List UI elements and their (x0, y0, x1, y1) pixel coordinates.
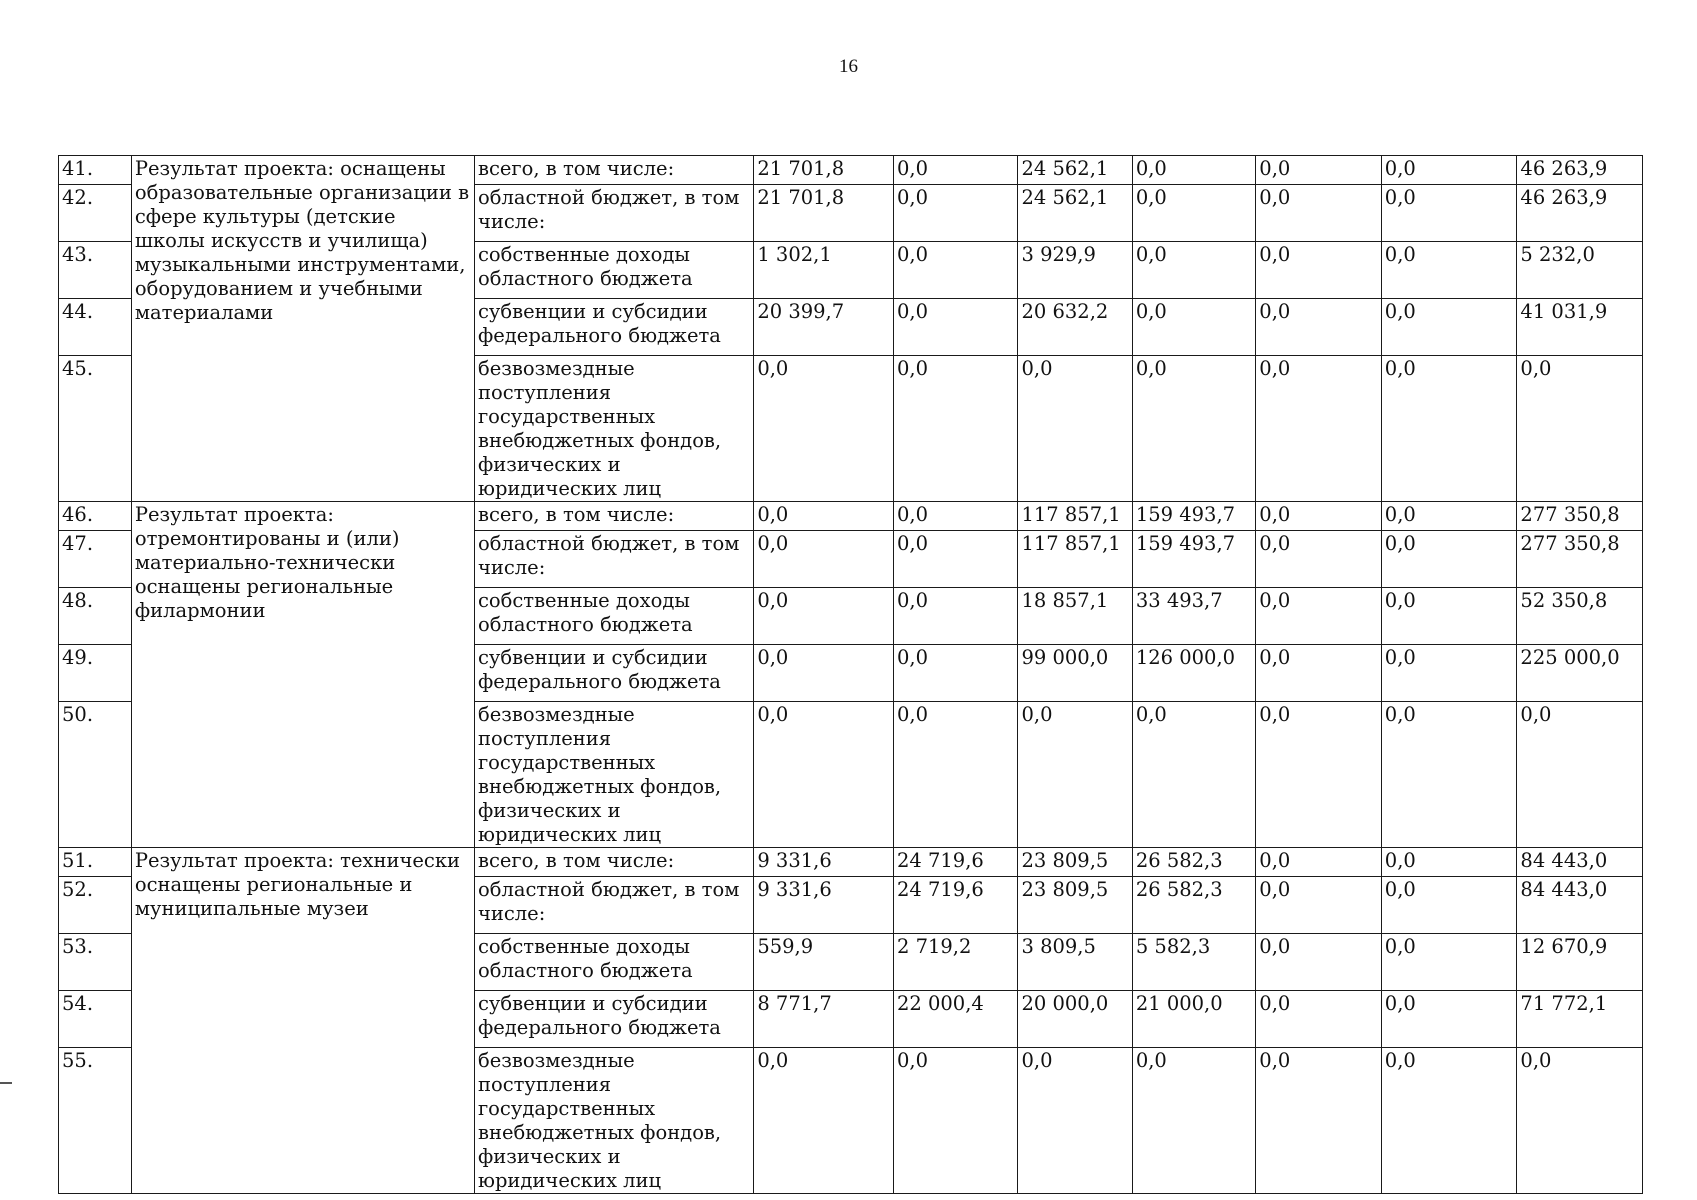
amount-cell: 41 031,9 (1517, 299, 1643, 356)
amount-cell: 18 857,1 (1018, 588, 1132, 645)
funding-source-label: областной бюджет, в том числе: (474, 877, 753, 934)
amount-cell: 0,0 (1132, 185, 1255, 242)
page-number: 16 (839, 56, 858, 77)
amount-cell: 0,0 (1381, 531, 1517, 588)
amount-cell: 33 493,7 (1132, 588, 1255, 645)
amount-cell: 0,0 (1381, 645, 1517, 702)
amount-cell: 0,0 (1381, 242, 1517, 299)
amount-cell: 0,0 (1018, 356, 1132, 502)
funding-source-label: собственные доходы областного бюджета (474, 242, 753, 299)
amount-cell: 21 701,8 (754, 156, 894, 185)
amount-cell: 26 582,3 (1132, 877, 1255, 934)
amount-cell: 0,0 (1256, 356, 1382, 502)
row-number: 50. (59, 702, 132, 848)
amount-cell: 0,0 (754, 645, 894, 702)
row-number: 46. (59, 502, 132, 531)
amount-cell: 0,0 (893, 356, 1017, 502)
amount-cell: 24 719,6 (893, 848, 1017, 877)
funding-source-label: областной бюджет, в том числе: (474, 531, 753, 588)
row-number: 53. (59, 934, 132, 991)
amount-cell: 0,0 (754, 356, 894, 502)
amount-cell: 2 719,2 (893, 934, 1017, 991)
amount-cell: 26 582,3 (1132, 848, 1255, 877)
amount-cell: 0,0 (754, 531, 894, 588)
amount-cell: 0,0 (1381, 185, 1517, 242)
amount-cell: 0,0 (1256, 1048, 1382, 1194)
amount-cell: 159 493,7 (1132, 531, 1255, 588)
amount-cell: 117 857,1 (1018, 502, 1132, 531)
funding-source-label: всего, в том числе: (474, 848, 753, 877)
amount-cell: 0,0 (1256, 645, 1382, 702)
row-number: 41. (59, 156, 132, 185)
amount-cell: 21 701,8 (754, 185, 894, 242)
amount-cell: 0,0 (1517, 356, 1643, 502)
project-result-cell: Результат проекта: оснащены образовательные организации в сфере культуры (детские школы искусств и училища) музыкальными инструментами, оборудованием и учебными материалами (131, 156, 474, 502)
amount-cell: 23 809,5 (1018, 848, 1132, 877)
amount-cell: 46 263,9 (1517, 185, 1643, 242)
amount-cell: 22 000,4 (893, 991, 1017, 1048)
amount-cell: 20 399,7 (754, 299, 894, 356)
amount-cell: 0,0 (893, 588, 1017, 645)
row-number: 54. (59, 991, 132, 1048)
amount-cell: 0,0 (1381, 934, 1517, 991)
amount-cell: 0,0 (754, 1048, 894, 1194)
amount-cell: 0,0 (893, 531, 1017, 588)
amount-cell: 0,0 (1381, 156, 1517, 185)
amount-cell: 12 670,9 (1517, 934, 1643, 991)
amount-cell: 0,0 (1132, 702, 1255, 848)
amount-cell: 117 857,1 (1018, 531, 1132, 588)
project-result-cell: Результат проекта: технически оснащены региональные и муниципальные музеи (131, 848, 474, 1194)
amount-cell: 0,0 (893, 502, 1017, 531)
amount-cell: 0,0 (1256, 502, 1382, 531)
amount-cell: 0,0 (1132, 299, 1255, 356)
amount-cell: 0,0 (1256, 185, 1382, 242)
funding-source-label: безвозмездные поступления государственных внебюджетных фондов, физических и юридических лиц (474, 356, 753, 502)
amount-cell: 0,0 (1256, 934, 1382, 991)
amount-cell: 0,0 (1256, 242, 1382, 299)
row-number: 43. (59, 242, 132, 299)
amount-cell: 5 232,0 (1517, 242, 1643, 299)
row-number: 42. (59, 185, 132, 242)
funding-source-label: безвозмездные поступления государственных внебюджетных фондов, физических и юридических лиц (474, 702, 753, 848)
amount-cell: 0,0 (893, 702, 1017, 848)
amount-cell: 0,0 (1256, 877, 1382, 934)
amount-cell: 24 562,1 (1018, 185, 1132, 242)
amount-cell: 84 443,0 (1517, 848, 1643, 877)
amount-cell: 277 350,8 (1517, 502, 1643, 531)
amount-cell: 0,0 (893, 299, 1017, 356)
amount-cell: 5 582,3 (1132, 934, 1255, 991)
project-result-cell: Результат проекта: отремонтированы и (или) материально-технически оснащены региональные филармонии (131, 502, 474, 848)
row-number: 49. (59, 645, 132, 702)
funding-source-label: субвенции и субсидии федерального бюджета (474, 299, 753, 356)
amount-cell: 24 719,6 (893, 877, 1017, 934)
amount-cell: 0,0 (1256, 156, 1382, 185)
budget-table (58, 155, 1643, 1194)
amount-cell: 0,0 (1256, 588, 1382, 645)
amount-cell: 0,0 (893, 1048, 1017, 1194)
row-number: 44. (59, 299, 132, 356)
amount-cell: 0,0 (1132, 356, 1255, 502)
amount-cell: 1 302,1 (754, 242, 894, 299)
amount-cell: 0,0 (1381, 991, 1517, 1048)
amount-cell: 0,0 (1381, 1048, 1517, 1194)
amount-cell: 0,0 (754, 502, 894, 531)
amount-cell: 0,0 (1381, 848, 1517, 877)
amount-cell: 21 000,0 (1132, 991, 1255, 1048)
amount-cell: 23 809,5 (1018, 877, 1132, 934)
amount-cell: 71 772,1 (1517, 991, 1643, 1048)
scan-artifact-dash (0, 1082, 12, 1084)
amount-cell: 20 000,0 (1018, 991, 1132, 1048)
amount-cell: 225 000,0 (1517, 645, 1643, 702)
funding-source-label: субвенции и субсидии федерального бюджета (474, 991, 753, 1048)
amount-cell: 0,0 (754, 702, 894, 848)
amount-cell: 9 331,6 (754, 877, 894, 934)
funding-source-label: всего, в том числе: (474, 156, 753, 185)
amount-cell: 0,0 (1132, 156, 1255, 185)
amount-cell: 99 000,0 (1018, 645, 1132, 702)
row-number: 52. (59, 877, 132, 934)
amount-cell: 0,0 (1018, 702, 1132, 848)
amount-cell: 0,0 (1381, 502, 1517, 531)
row-number: 45. (59, 356, 132, 502)
amount-cell: 24 562,1 (1018, 156, 1132, 185)
table-row (59, 848, 1643, 877)
amount-cell: 0,0 (893, 645, 1017, 702)
row-number: 47. (59, 531, 132, 588)
amount-cell: 20 632,2 (1018, 299, 1132, 356)
table-row (59, 156, 1643, 185)
amount-cell: 46 263,9 (1517, 156, 1643, 185)
amount-cell: 0,0 (1132, 1048, 1255, 1194)
amount-cell: 0,0 (893, 156, 1017, 185)
amount-cell: 126 000,0 (1132, 645, 1255, 702)
funding-source-label: собственные доходы областного бюджета (474, 588, 753, 645)
amount-cell: 0,0 (1132, 242, 1255, 299)
amount-cell: 0,0 (1381, 299, 1517, 356)
amount-cell: 3 809,5 (1018, 934, 1132, 991)
funding-source-label: областной бюджет, в том числе: (474, 185, 753, 242)
amount-cell: 0,0 (1256, 531, 1382, 588)
row-number: 48. (59, 588, 132, 645)
amount-cell: 0,0 (893, 242, 1017, 299)
row-number: 55. (59, 1048, 132, 1194)
amount-cell: 0,0 (1517, 702, 1643, 848)
funding-source-label: собственные доходы областного бюджета (474, 934, 753, 991)
row-number: 51. (59, 848, 132, 877)
amount-cell: 0,0 (1018, 1048, 1132, 1194)
amount-cell: 277 350,8 (1517, 531, 1643, 588)
amount-cell: 8 771,7 (754, 991, 894, 1048)
amount-cell: 559,9 (754, 934, 894, 991)
amount-cell: 0,0 (1381, 877, 1517, 934)
table-row (59, 502, 1643, 531)
amount-cell: 0,0 (1517, 1048, 1643, 1194)
funding-source-label: всего, в том числе: (474, 502, 753, 531)
amount-cell: 84 443,0 (1517, 877, 1643, 934)
amount-cell: 0,0 (893, 185, 1017, 242)
funding-source-label: безвозмездные поступления государственных внебюджетных фондов, физических и юридических лиц (474, 1048, 753, 1194)
amount-cell: 0,0 (1256, 299, 1382, 356)
amount-cell: 0,0 (1256, 991, 1382, 1048)
amount-cell: 52 350,8 (1517, 588, 1643, 645)
amount-cell: 0,0 (1381, 356, 1517, 502)
amount-cell: 0,0 (1381, 588, 1517, 645)
amount-cell: 159 493,7 (1132, 502, 1255, 531)
amount-cell: 0,0 (1256, 702, 1382, 848)
amount-cell: 0,0 (1381, 702, 1517, 848)
amount-cell: 9 331,6 (754, 848, 894, 877)
funding-source-label: субвенции и субсидии федерального бюджета (474, 645, 753, 702)
amount-cell: 3 929,9 (1018, 242, 1132, 299)
amount-cell: 0,0 (754, 588, 894, 645)
amount-cell: 0,0 (1256, 848, 1382, 877)
